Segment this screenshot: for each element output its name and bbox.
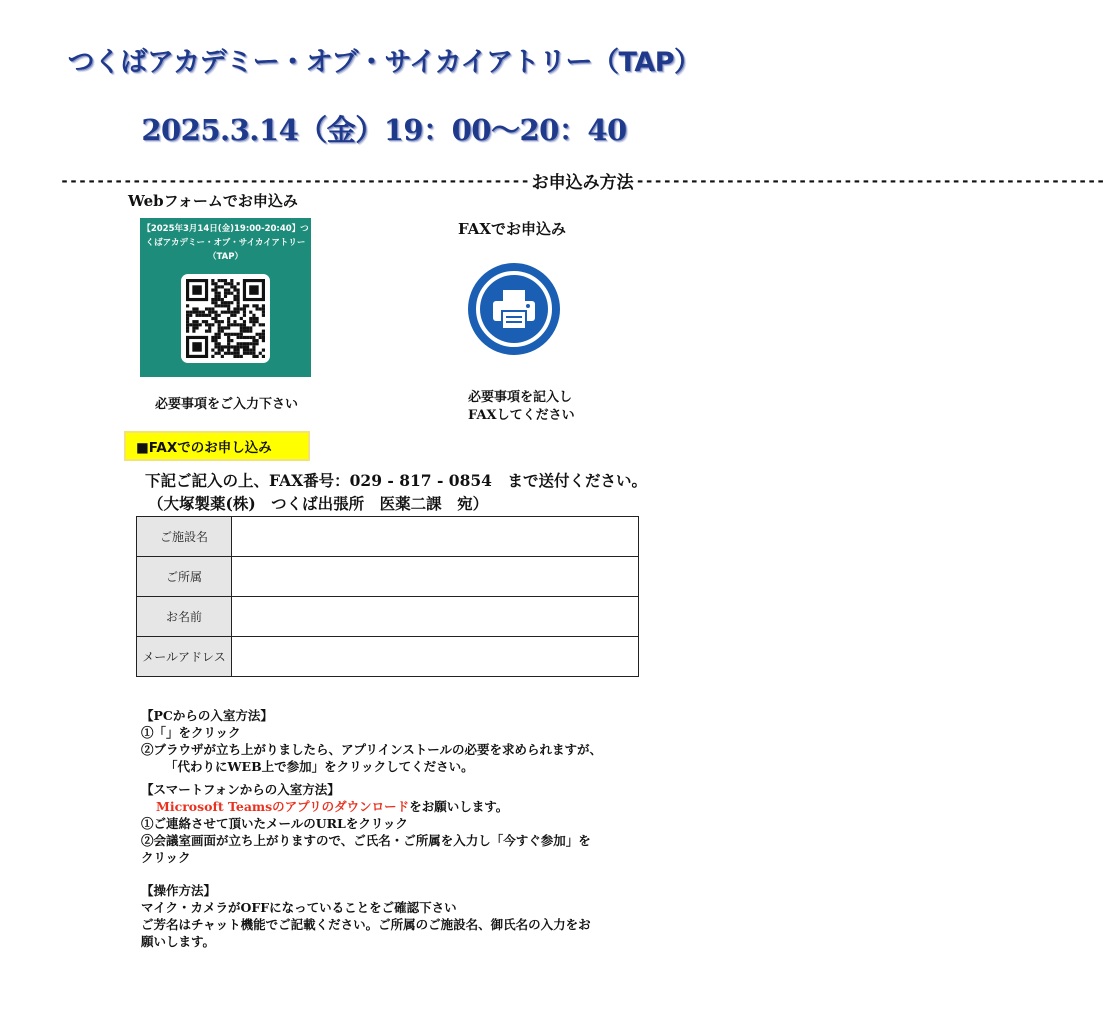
- pc-instructions: [141, 707, 602, 775]
- separator-label: お申込み方法: [531, 173, 634, 193]
- qr-code[interactable]: [181, 274, 270, 363]
- pc-step2-cont: 「代わりにWEB上で参加」をクリックしてください。: [165, 759, 474, 774]
- smartphone-step2: ②会議室画面が立ち上がりますので、ご氏名・ご所属を入力し「今すぐ参加」を: [141, 833, 591, 848]
- operation-instructions: [141, 882, 591, 950]
- web-form-heading: Webフォームでお申込み: [128, 192, 298, 210]
- fax-form-table: [136, 516, 639, 677]
- table-row: [137, 517, 639, 557]
- table-row: [137, 637, 639, 677]
- fax-instruction: 下記ご記入の上、FAX番号：029 - 817 - 0854 まで送付ください。: [145, 471, 647, 490]
- qr-card-caption-line2: くばアカデミー・オブ・サイカイアトリー: [145, 238, 306, 248]
- facility-name-field[interactable]: [232, 517, 639, 557]
- fax-heading: FAXでお申込み: [458, 220, 567, 238]
- table-row: [137, 557, 639, 597]
- qr-code-icon: [186, 279, 265, 358]
- qr-code-card[interactable]: [140, 218, 311, 377]
- fax-section-banner: ■FAXでのお申し込み: [124, 431, 310, 461]
- fax-note-line1: 必要事項を記入し: [468, 390, 573, 405]
- qr-card-caption-line1: 【2025年3月14日(金)19:00-20:40】つ: [142, 224, 309, 234]
- operation-line3: 願いします。: [141, 934, 216, 949]
- email-field[interactable]: [232, 637, 639, 677]
- pc-step2: ②ブラウザが立ち上がりましたら、アプリインストールの必要を求められますが、: [141, 742, 603, 757]
- pc-step1: ①「」をクリック: [141, 725, 241, 740]
- separator-dashes-left: ----------------------------------------------------: [60, 171, 530, 190]
- email-label: メールアドレス: [137, 637, 232, 677]
- separator-dashes-right: ----------------------------------------------------: [635, 171, 1105, 190]
- smartphone-step2-cont: クリック: [141, 850, 191, 865]
- operation-line1: マイク・カメラがOFFになっていることをご確認下さい: [141, 900, 457, 915]
- fax-addressee: （大塚製薬(株) つくば出張所 医薬二課 宛）: [148, 494, 489, 513]
- fax-note: [468, 389, 575, 425]
- teams-download-suffix: をお願いします。: [409, 799, 509, 814]
- web-note: 必要事項をご入力下さい: [155, 397, 299, 412]
- teams-download-link[interactable]: Microsoft Teamsのアプリのダウンロード: [156, 799, 410, 814]
- operation-heading: 【操作方法】: [141, 883, 217, 898]
- qr-card-caption-line3: （TAP）: [208, 252, 243, 262]
- facility-name-label: ご施設名: [137, 517, 232, 557]
- pc-heading: 【PCからの入室方法】: [141, 708, 273, 723]
- name-field[interactable]: [232, 597, 639, 637]
- name-label: お名前: [137, 597, 232, 637]
- department-label: ご所属: [137, 557, 232, 597]
- printer-icon: [468, 263, 560, 355]
- smartphone-step1: ①ご連絡させて頂いたメールのURLをクリック: [141, 816, 408, 831]
- teams-download-line: [141, 798, 591, 815]
- smartphone-instructions: [141, 781, 591, 866]
- table-row: [137, 597, 639, 637]
- event-datetime: 2025.3.14（金）19：00～20：40: [141, 113, 627, 147]
- event-title: つくばアカデミー・オブ・サイカイアトリー（TAP）: [67, 47, 701, 78]
- smartphone-heading: 【スマートフォンからの入室方法】: [141, 782, 340, 797]
- department-field[interactable]: [232, 557, 639, 597]
- operation-line2: ご芳名はチャット機能でご記載ください。ご所属のご施設名、御氏名の入力をお: [141, 917, 591, 932]
- fax-note-line2: FAXしてください: [468, 408, 575, 423]
